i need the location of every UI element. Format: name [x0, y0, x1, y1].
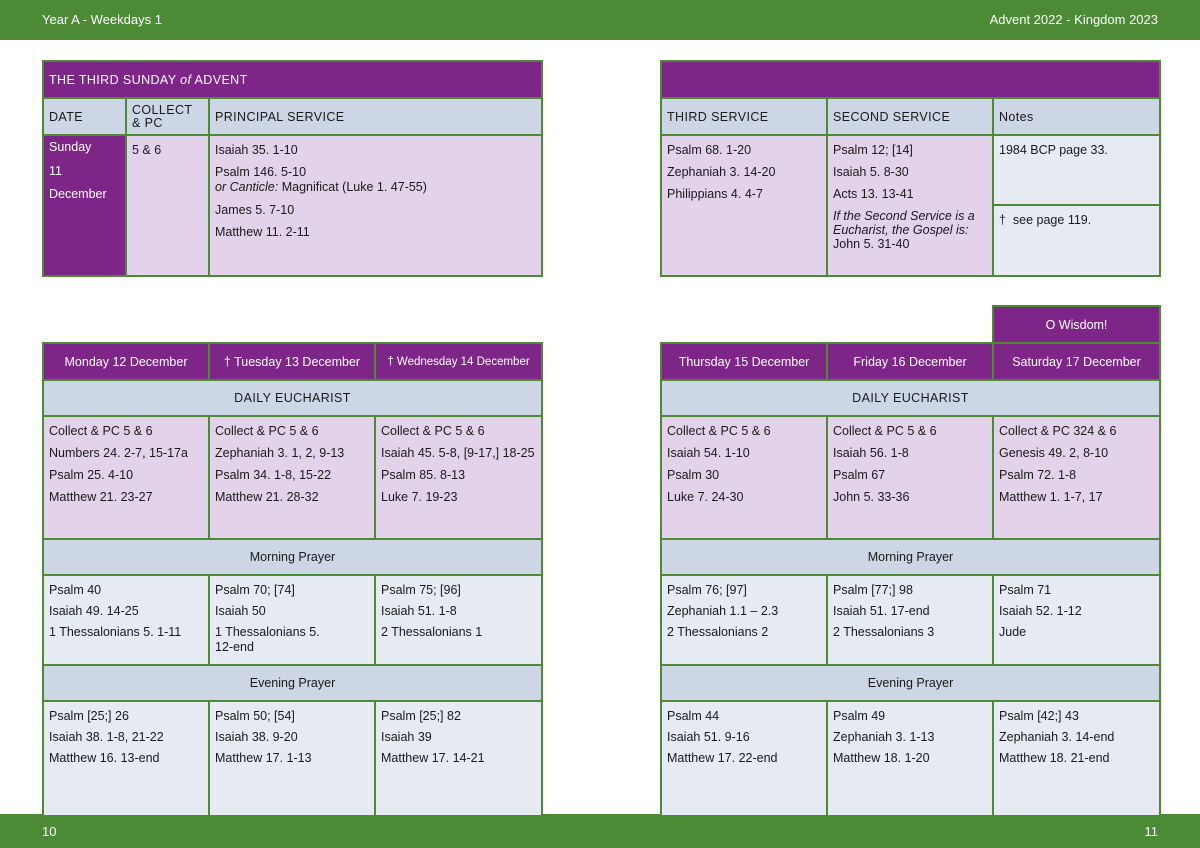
morning-prayer-cell: Psalm 71 Isaiah 52. 1-12 Jude	[993, 575, 1160, 665]
second-service-cell	[827, 135, 993, 276]
day-header: † Wednesday 14 December	[375, 343, 542, 380]
collect-header: COLLECT & PC	[126, 98, 209, 135]
principal-reading: Isaiah 35. 1-10	[215, 143, 298, 157]
footer-band	[0, 814, 1200, 848]
collect-value: 5 & 6	[132, 143, 162, 157]
sunday-table-left	[42, 60, 543, 277]
day-header: † Tuesday 13 December	[209, 343, 375, 380]
daily-eucharist-title: DAILY EUCHARIST	[661, 380, 1160, 416]
header-band	[0, 0, 1200, 40]
sunday-title-continuation	[661, 61, 1160, 98]
evening-prayer-cell: Psalm 50; [54] Isaiah 38. 9-20 Matthew 17. 1-13	[209, 701, 375, 816]
third-service-cell	[661, 135, 827, 276]
day-header: Monday 12 December	[43, 343, 209, 380]
sunday-table-right	[660, 60, 1161, 277]
third-service-reading: Philippians 4. 4-7	[667, 187, 763, 201]
date-header: DATE	[43, 98, 126, 135]
eucharist-cell: Collect & PC 5 & 6 Numbers 24. 2-7, 15-17a Psalm 25. 4-10 Matthew 21. 23-27	[43, 416, 209, 539]
notes-header: Notes	[993, 98, 1160, 135]
weekday-table-left	[42, 342, 543, 817]
header-season-label: Advent 2022 - Kingdom 2023	[989, 12, 1158, 27]
sunday-date-cell	[43, 135, 126, 276]
sunday-collect-cell	[126, 135, 209, 276]
second-service-header: SECOND SERVICE	[827, 98, 993, 135]
evening-prayer-cell: Psalm 44 Isaiah 51. 9-16 Matthew 17. 22-end	[661, 701, 827, 816]
notes-dagger-text: † see page 119.	[999, 213, 1092, 227]
principal-service-cell	[209, 135, 542, 276]
morning-prayer-cell: Psalm 76; [97] Zephaniah 1.1 – 2.3 2 Thessalonians 2	[661, 575, 827, 665]
evening-prayer-cell: Psalm [25;] 82 Isaiah 39 Matthew 17. 14-21	[375, 701, 542, 816]
date-day: Sunday	[49, 140, 92, 154]
morning-prayer-cell: Psalm 75; [96] Isaiah 51. 1-8 2 Thessalonians 1	[375, 575, 542, 665]
third-service-header: THIRD SERVICE	[661, 98, 827, 135]
third-service-reading: Zephaniah 3. 14-20	[667, 165, 776, 179]
second-service-note: If the Second Service is a Eucharist, the Gospel is: John 5. 31-40	[833, 209, 975, 251]
antiphon-badge: O Wisdom!	[993, 306, 1160, 343]
morning-prayer-title: Morning Prayer	[661, 539, 1160, 575]
date-month: December	[49, 187, 107, 201]
notes-cell	[993, 135, 1160, 205]
eucharist-cell: Collect & PC 5 & 6 Zephaniah 3. 1, 2, 9-13 Psalm 34. 1-8, 15-22 Matthew 21. 28-32	[209, 416, 375, 539]
eucharist-cell: Collect & PC 324 & 6 Genesis 49. 2, 8-10 Psalm 72. 1-8 Matthew 1. 1-7, 17	[993, 416, 1160, 539]
evening-prayer-cell: Psalm 49 Zephaniah 3. 1-13 Matthew 18. 1-20	[827, 701, 993, 816]
principal-service-header: PRINCIPAL SERVICE	[209, 98, 542, 135]
day-header: Friday 16 December	[827, 343, 993, 380]
morning-prayer-title: Morning Prayer	[43, 539, 542, 575]
day-header: Saturday 17 December	[993, 343, 1160, 380]
day-header: Thursday 15 December	[661, 343, 827, 380]
principal-reading: James 5. 7-10	[215, 203, 295, 217]
principal-psalm: Psalm 146. 5-10 or Canticle: Magnificat (Luke 1. 47-55)	[215, 165, 427, 194]
evening-prayer-cell: Psalm [42;] 43 Zephaniah 3. 14-end Matthew 18. 21-end	[993, 701, 1160, 816]
notes-text: 1984 BCP page 33.	[999, 143, 1108, 157]
daily-eucharist-title: DAILY EUCHARIST	[43, 380, 542, 416]
second-service-psalm: Psalm 12; [14]	[833, 143, 913, 157]
evening-prayer-cell: Psalm [25;] 26 Isaiah 38. 1-8, 21-22 Matthew 16. 13-end	[43, 701, 209, 816]
date-number: 11	[49, 163, 62, 178]
weekday-table-right	[660, 305, 1161, 817]
evening-prayer-title: Evening Prayer	[661, 665, 1160, 701]
notes-cell	[993, 205, 1160, 276]
sunday-title: THE THIRD SUNDAY of ADVENT	[43, 61, 542, 98]
third-service-psalm: Psalm 68. 1-20	[667, 143, 752, 157]
morning-prayer-cell: Psalm 40 Isaiah 49. 14-25 1 Thessalonians 5. 1-11	[43, 575, 209, 665]
evening-prayer-title: Evening Prayer	[43, 665, 542, 701]
page-number-left: 10	[42, 824, 57, 839]
second-service-reading: Isaiah 5. 8-30	[833, 165, 909, 179]
page-number-right: 11	[1144, 824, 1158, 839]
principal-gospel: Matthew 11. 2-11	[215, 225, 310, 239]
second-service-reading: Acts 13. 13-41	[833, 187, 914, 201]
morning-prayer-cell: Psalm 70; [74] Isaiah 50 1 Thessalonians 5. 12-end	[209, 575, 375, 665]
eucharist-cell: Collect & PC 5 & 6 Isaiah 56. 1-8 Psalm 67 John 5. 33-36	[827, 416, 993, 539]
header-year-label: Year A - Weekdays 1	[42, 12, 162, 27]
morning-prayer-cell: Psalm [77;] 98 Isaiah 51. 17-end 2 Thessalonians 3	[827, 575, 993, 665]
eucharist-cell: Collect & PC 5 & 6 Isaiah 54. 1-10 Psalm 30 Luke 7. 24-30	[661, 416, 827, 539]
eucharist-cell: Collect & PC 5 & 6 Isaiah 45. 5-8, [9-17,] 18-25 Psalm 85. 8-13 Luke 7. 19-23	[375, 416, 542, 539]
